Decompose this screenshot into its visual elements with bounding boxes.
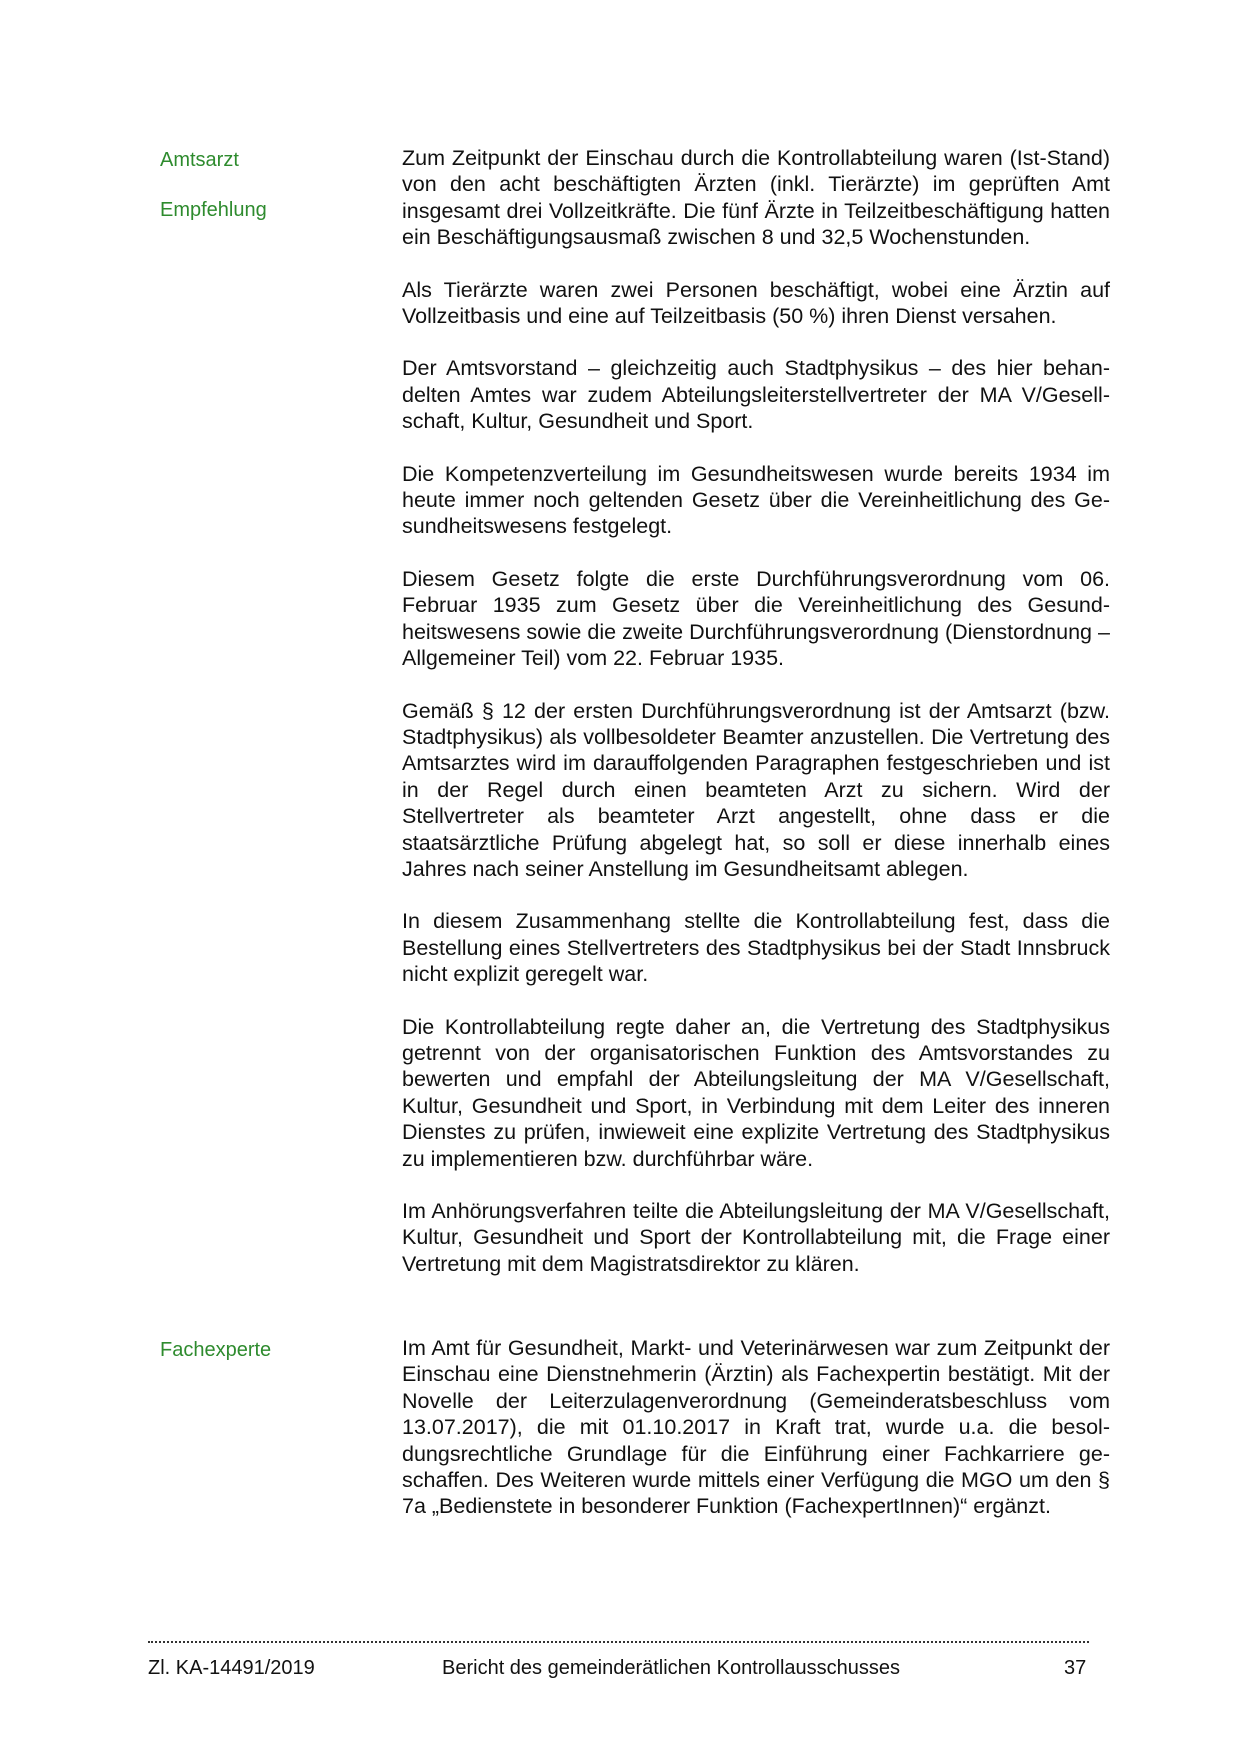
page-number: 37 [1064, 1657, 1087, 1679]
fachexperte-text-column [402, 1335, 1110, 1546]
paragraph: Im Anhörungsverfahren teilte die Abteilungsleitung der MA V/Gesellschaft, Kultur, Gesundheit und Sport der Kontrollabteilung mit, die Frage einer Vertretung mit dem Magistratsdirektor zu klären. [402, 1199, 1110, 1276]
paragraph: Gemäß § 12 der ersten Durchführungsverordnung ist der Amtsarzt (bzw. Stadtphysikus) als vollbesoldeter Beamter anzustellen. Die Vertretung des Amtsarztes wird im darauffolgenden Paragraphen festgeschrieben und ist in der Regel durch einen beamteten Arzt zu sichern. Wird der Stellvertreter als beamteter Arzt angestellt, ohne dass er die staatsärztliche Prüfung abgelegt hat, so soll er diese innerhalb eines Jahres nach seiner Anstellung im Gesundheitsamt ablegen. [402, 698, 1110, 881]
paragraph: In diesem Zusammenhang stellte die Kontrollabteilung fest, dass die Bestellung eines Stellvertreters des Stadtphysikus bei der Stadt Innsbruck nicht explizit geregelt war. [402, 909, 1110, 987]
paragraph: Der Amtsvorstand – gleichzeitig auch Stadtphysikus – des hier behandelten Amtes war zudem Abteilungsleiterstellvertreter der MA V/Gesellschaft, Kultur, Gesundheit und Sport. [402, 356, 1110, 434]
margin-label-empfehlung: Empfehlung [160, 199, 267, 221]
paragraph: Im Amt für Gesundheit, Markt- und Veterinärwesen war zum Zeitpunkt der Einschau eine Dienstnehmerin (Ärztin) als Fachexpertin bestätigt. Mit der Novelle der Leiterzulagenverordnung (Gemeinderatsbeschluss vom 13.07.2017), die mit 01.10.2017 in Kraft trat, wurde u.a. die besoldungsrechtliche Grundlage für die Einführung einer Fachkarriere geschaffen. Des Weiteren wurde mittels einer Verfügung die MGO um den § 7a „Bedienstete in besonderer Funktion (FachexpertInnen)“ ergänzt. [402, 1336, 1110, 1519]
footer-title: Bericht des gemeinderätlichen Kontrollausschusses [442, 1657, 901, 1679]
paragraph: Die Kontrollabteilung regte daher an, die Vertretung des Stadtphysikus getrennt von der organisatorischen Funktion des Amtsvorstandes zu bewerten und empfahl der Abteilungsleitung der MA V/Gesellschaft, Kultur, Gesundheit und Sport, in Verbindung mit dem Leiter des inneren Dienstes zu prüfen, inwieweit eine explizite Vertretung des Stadtphysikus zu implementieren bzw. durchführbar wäre. [402, 1014, 1110, 1171]
margin-label-fachexperte: Fachexperte [160, 1339, 272, 1361]
paragraph: Diesem Gesetz folgte die erste Durchführungsverordnung vom 06. Februar 1935 zum Gesetz über die Vereinheitlichung des Gesundheitswesens sowie die zweite Durchführungsverordnung (Dienstordnung – Allgemeiner Teil) vom 22. Februar 1935. [402, 566, 1110, 671]
margin-label-amtsarzt: Amtsarzt [160, 149, 239, 171]
main-text-column [402, 145, 1110, 1303]
paragraph: Als Tierärzte waren zwei Personen beschäftigt, wobei eine Ärztin auf Vollzeitbasis und eine auf Teilzeitbasis (50 %) ihren Dienst versahen. [402, 277, 1110, 329]
paragraph: Die Kompetenzverteilung im Gesundheitswesen wurde bereits 1934 im heute immer noch geltenden Gesetz über die Vereinheitlichung des Gesundheitswesens festgelegt. [402, 461, 1110, 539]
footer-reference: Zl. KA-14491/2019 [148, 1657, 315, 1679]
paragraph: Zum Zeitpunkt der Einschau durch die Kontrollabteilung waren (Ist-Stand) von den acht beschäftigten Ärzten (inkl. Tierärzte) im geprüften Amt insgesamt drei Vollzeitkräfte. Die fünf Ärzte in Teilzeitbeschäftigung hatten ein Beschäftigungsausmaß zwischen 8 und 32,5 Wochenstunden. [402, 146, 1110, 250]
footer-divider [148, 1641, 1089, 1643]
